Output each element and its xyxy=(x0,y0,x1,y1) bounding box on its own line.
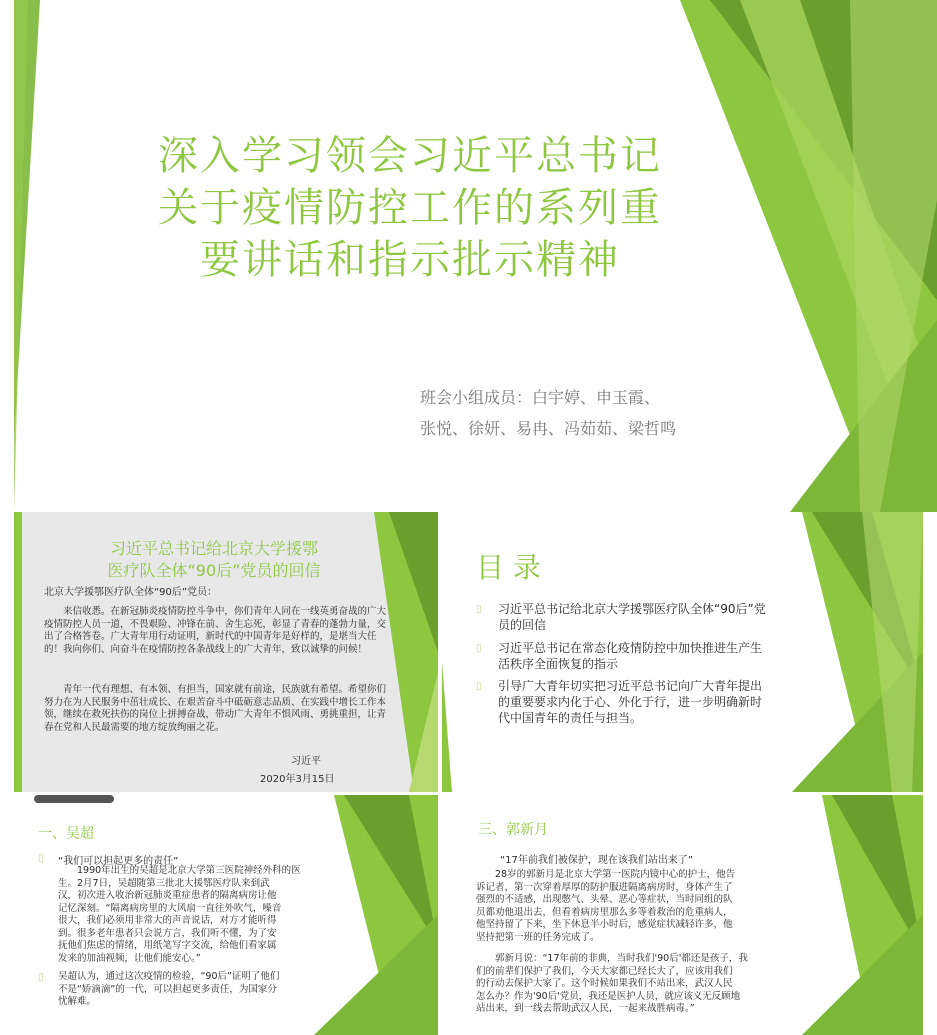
text-line: 记忆深刻。“隔离病房里的大风扇一直往外吹气，噪音 xyxy=(58,902,282,914)
slide-title xyxy=(110,130,710,286)
bullet-icon: ▯ xyxy=(476,643,482,654)
title-slide xyxy=(0,0,937,512)
text-line: 诉记者，第一次穿着厚厚的防护服进隔离病房时，身体产生了 xyxy=(476,881,733,893)
title-line: 关于疫情防控工作的系列重 xyxy=(158,185,662,231)
letter-salutation: 北京大学援鄂医疗队全体“90后”党员： xyxy=(44,587,218,598)
text-line: 汉，初次进入收治新冠肺炎重症患者的隔离病房让他 xyxy=(58,890,277,901)
toc-item xyxy=(498,678,762,726)
letter-date: 2020年3月15日 xyxy=(260,774,335,785)
text-line: 到。很多老年患者只会说方言，我们听不懂，为了安 xyxy=(58,927,277,939)
text-line: 的行动去保护大家了。这个时候如果我们不站出来，武汉人民 xyxy=(476,978,733,989)
toc-item-line: 习近平总书记给北京大学援鄂医疗队全体“90后”党 xyxy=(498,602,766,616)
text-line: 员都劝他退出去，但看着病房里那么多等着救治的危重病人， xyxy=(476,906,733,918)
guo-paragraph xyxy=(476,953,748,1016)
toc-item xyxy=(498,640,762,672)
letter-paragraph: 来信收悉。在新冠肺炎疫情防控斗争中，你们青年人同在一线英勇奋战的广大疫情防控人员一道，不畏艰险、冲锋在前、舍生忘死，彰显了青春的蓬勃力量，交出了合格答卷。广大青年用行动证明，新时代的中国青年是好样的，是堪当大任的！我向你们、向奋斗在疫情防控各条战线上的广大青年，致以诚挚的问候！ xyxy=(44,606,387,655)
letter-title xyxy=(54,538,374,582)
section-heading: 三、郭新月 xyxy=(478,822,548,838)
text-line: 强烈的不适感，出现憋气、头晕、恶心等症状，当时同组的队 xyxy=(476,894,733,905)
letter-title-line: 医疗队全体“90后”党员的回信 xyxy=(107,561,321,580)
toc-heading: 目 录 xyxy=(476,551,541,584)
toc-item xyxy=(498,601,766,633)
text-line: 不是“娇滴滴”的一代，可以担起更多责任，为国家分 xyxy=(58,983,277,995)
text-line: 忧解难。 xyxy=(58,996,97,1007)
text-line: 郭新月说：“17年前的非典，当时我们'90后'都还是孩子，我 xyxy=(495,953,748,964)
toc-item-line: 员的回信 xyxy=(498,618,547,632)
toc-slide xyxy=(442,512,923,792)
toc-item-line: 习近平总书记在常态化疫情防控中加快推进生产生 xyxy=(498,641,763,655)
title-line: 深入学习领会习近平总书记 xyxy=(158,133,662,179)
letter-paragraph: 青年一代有理想、有本领、有担当，国家就有前途，民族就有希望。希望你们努力在为人民服务中茁壮成长、在艰苦奋斗中砥砺意志品质、在实践中增长工作本领，继续在救死扶伤的岗位上拼搏奋战，带动广大青年不惧风雨、勇挑重担，让青春在党和人民最需要的地方绽放绚丽之花。 xyxy=(44,684,387,733)
text-line: 发来的加油视频，让他们能安心。” xyxy=(58,952,201,964)
text-line: 他坚持留了下来，坐下休息半小时后，感觉症状减轻许多，他 xyxy=(476,919,733,930)
text-line: 1990年出生的吴超是北京大学第三医院神经外科的医 xyxy=(77,865,301,876)
members-line: 班会小组成员：白宇婷、申玉霞、 xyxy=(420,388,661,407)
bullet-icon: ▯ xyxy=(476,681,482,692)
section-heading: 一、吴超 xyxy=(38,826,94,842)
letter-title-line: 习近平总书记给北京大学援鄂 xyxy=(109,539,318,558)
guo-xinyue-slide xyxy=(442,795,923,1035)
toc-item-line: 的重要要求内化于心、外化于行，进一步明确新时 xyxy=(498,695,763,709)
text-line: 抚他们焦虑的情绪，用纸笔写字交流，给他们看家属 xyxy=(58,940,277,951)
wu-paragraph xyxy=(58,865,301,965)
wu-chao-slide xyxy=(14,795,438,1035)
letter-signature: 习近平 xyxy=(291,756,321,767)
text-line: 坚持把第一班的任务完成了。 xyxy=(476,931,600,943)
text-line: 怎么办？作为'90后'党员，我还是医护人员，就应该义无反顾地 xyxy=(476,990,741,1002)
text-line: 很大，我们必须用非常大的声音说话，对方才能听得 xyxy=(58,915,277,926)
toc-item-line: 活秩序全面恢复的指示 xyxy=(498,657,619,671)
text-line: 们的前辈们保护了我们，今天大家都已经长大了，应该用我们 xyxy=(476,965,733,977)
wu-paragraph xyxy=(58,971,279,1009)
bullet-icon: ▯ xyxy=(476,604,482,615)
bullet-icon: ▯ xyxy=(38,972,44,983)
text-line: 吴超认为，通过这次疫情的检验，“90后”证明了他们 xyxy=(58,971,280,982)
text-line: 28岁的郭新月是北京大学第一医院内镜中心的护士，他告 xyxy=(495,869,736,880)
text-line: 站出来，到一线去帮助武汉人民，一起来战胜病毒。” xyxy=(476,1003,695,1014)
quote-text: “17年前我们被保护，现在该我们站出来了” xyxy=(500,855,694,866)
letter-slide xyxy=(14,512,438,792)
toc-item-line: 引导广大青年切实把习近平总书记向广大青年提出 xyxy=(498,679,763,693)
toc-item-line: 代中国青年的责任与担当。 xyxy=(498,711,643,725)
bullet-icon: ▯ xyxy=(38,853,44,864)
guo-paragraph xyxy=(476,869,735,944)
quote-text: “我们可以担起更多的责任” xyxy=(58,856,179,867)
title-line: 要讲话和指示批示精神 xyxy=(200,237,620,283)
members-line: 张悦、徐妍、易冉、冯茹茹、梁哲鸣 xyxy=(420,419,677,438)
text-line: 生。2月7日，吴超随第三批北大援鄂医疗队来到武 xyxy=(58,877,270,889)
